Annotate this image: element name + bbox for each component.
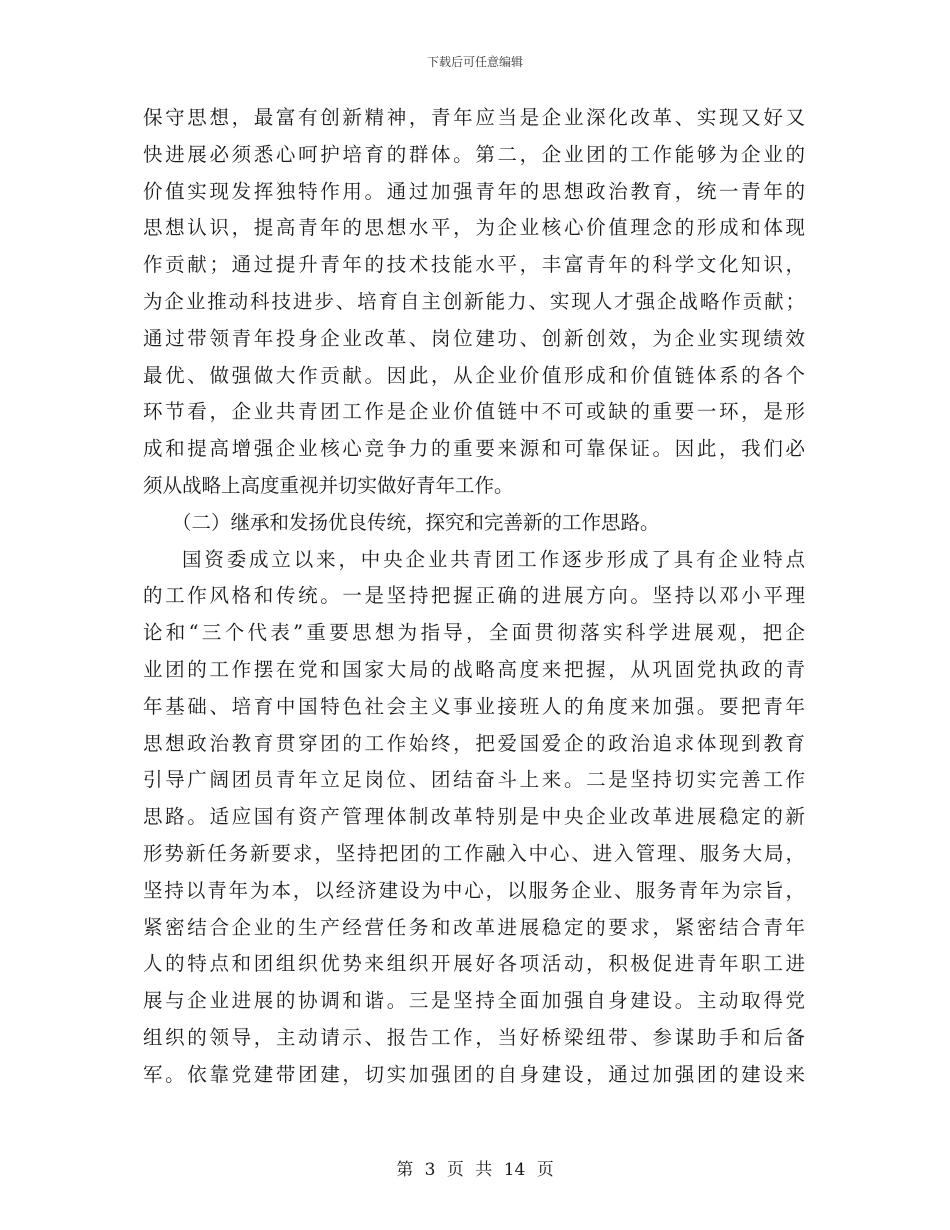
body-line-5: 作贡献；通过提升青年的技术技能水平，丰富青年的科学文化知识， xyxy=(143,253,805,277)
body-line-4: 思想认识，提高青年的思想水平，为企业核心价值理念的形成和体现 xyxy=(143,216,805,240)
body-line-11: 须从战略上高度重视并切实做好青年工作。 xyxy=(143,473,514,497)
body-line-7: 通过带领青年投身企业改革、岗位建功、创新创效，为企业实现绩效 xyxy=(143,326,805,350)
document-body xyxy=(143,100,805,1094)
page-number-footer: 第 3 页 共 14 页 xyxy=(396,1160,554,1180)
body-line-21: 形势新任务新要求，坚持把团的工作融入中心、进入管理、服务大局， xyxy=(143,841,805,865)
body-line-24: 人的特点和团组织优势来组织开展好各项活动，积极促进青年职工进 xyxy=(143,952,805,976)
body-line-16: 业团的工作摆在党和国家大局的战略高度来把握，从巩固党执政的青 xyxy=(143,657,805,681)
page-header-note: 下载后可任意编辑 xyxy=(426,55,523,69)
body-line-17: 年基础、培育中国特色社会主义事业接班人的角度来加强。要把青年 xyxy=(143,694,805,718)
body-line-3: 价值实现发挥独特作用。通过加强青年的思想政治教育，统一青年的 xyxy=(143,179,805,203)
body-line-18: 思想政治教育贯穿团的工作始终，把爱国爱企的政治追求体现到教育 xyxy=(143,731,805,755)
body-line-13: 国资委成立以来，中央企业共青团工作逐步形成了具有企业特点 xyxy=(182,547,805,571)
body-line-27: 军。依靠党建带团建，切实加强团的自身建设，通过加强团的建设来 xyxy=(143,1062,805,1086)
body-line-19: 引导广阔团员青年立足岗位、团结奋斗上来。二是坚持切实完善工作 xyxy=(143,768,805,792)
body-line-23: 紧密结合企业的生产经营任务和改革进展稳定的要求，紧密结合青年 xyxy=(143,915,805,939)
body-line-2: 快进展必须悉心呵护培育的群体。第二，企业团的工作能够为企业的 xyxy=(143,142,805,166)
body-line-20: 思路。适应国有资产管理体制改革特别是中央企业改革进展稳定的新 xyxy=(143,805,805,829)
body-line-8: 最优、做强做大作贡献。因此，从企业价值形成和价值链体系的各个 xyxy=(143,363,805,387)
body-line-15: 论和“三个代表”重要思想为指导，全面贯彻落实科学进展观，把企 xyxy=(143,621,805,645)
body-line-9: 环节看，企业共青团工作是企业价值链中不可或缺的重要一环，是形 xyxy=(143,400,805,424)
section-heading: （二）继承和发扬优良传统，探究和完善新的工作思路。 xyxy=(172,510,660,534)
body-line-6: 为企业推动科技进步、培育自主创新能力、实现人才强企战略作贡献； xyxy=(143,289,805,313)
body-line-26: 组织的领导，主动请示、报告工作，当好桥梁纽带、参谋助手和后备 xyxy=(143,1025,805,1049)
body-line-22: 坚持以青年为本，以经济建设为中心，以服务企业、服务青年为宗旨， xyxy=(143,878,805,902)
body-line-14: 的工作风格和传统。一是坚持把握正确的进展方向。坚持以邓小平理 xyxy=(143,584,805,608)
body-line-1: 保守思想，最富有创新精神，青年应当是企业深化改革、实现又好又 xyxy=(143,106,805,129)
body-line-25: 展与企业进展的协调和谐。三是坚持全面加强自身建设。主动取得党 xyxy=(143,989,805,1013)
body-line-10: 成和提高增强企业核心竞争力的重要来源和可靠保证。因此，我们必 xyxy=(143,437,805,461)
